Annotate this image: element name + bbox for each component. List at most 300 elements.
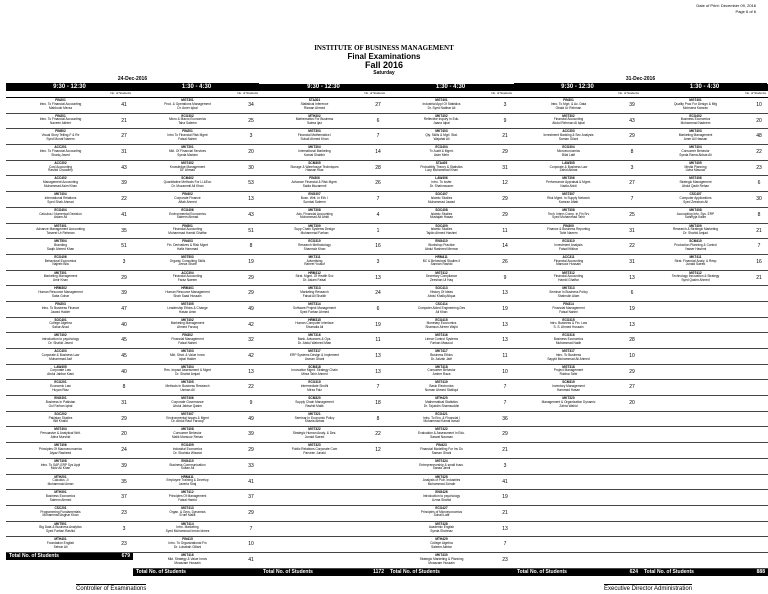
student-count: 41 bbox=[121, 211, 127, 218]
institute-name: INSTITUTE OF BUSINESS MANAGEMENT bbox=[314, 44, 454, 52]
course-cell bbox=[260, 427, 369, 442]
student-count: 27 bbox=[629, 180, 635, 187]
course-cell bbox=[133, 459, 242, 474]
exam-row bbox=[641, 286, 768, 302]
course-title: Corporate Law bbox=[50, 368, 71, 373]
student-count bbox=[623, 459, 641, 474]
exam-row bbox=[133, 271, 260, 287]
exam-row bbox=[514, 208, 641, 224]
course-cell bbox=[514, 412, 623, 427]
course-title: Intro. To Financial Accounting bbox=[39, 101, 82, 106]
exam-row bbox=[6, 459, 133, 475]
student-count: 7 bbox=[503, 400, 507, 407]
course-code: CSC414 bbox=[435, 301, 448, 306]
teacher-name: Mustajab Hasan bbox=[429, 215, 454, 220]
course-cell bbox=[133, 522, 242, 537]
course-cell bbox=[641, 365, 750, 380]
time-slot-column bbox=[641, 84, 768, 576]
exam-row bbox=[6, 506, 133, 522]
exam-row bbox=[260, 459, 387, 475]
course-code: MGT406 bbox=[181, 396, 194, 401]
course-code: ECO310 bbox=[562, 239, 575, 244]
student-count: 29 bbox=[121, 274, 127, 281]
course-cell bbox=[641, 490, 750, 505]
course-cell bbox=[641, 286, 750, 301]
course-cell bbox=[387, 412, 496, 427]
course-title: Reflective Inquiry In Edu. bbox=[423, 117, 460, 122]
course-code: MGT428 bbox=[435, 521, 448, 526]
exam-row bbox=[260, 192, 387, 208]
exam-row bbox=[387, 129, 514, 145]
teacher-name: Faisal Nahmi bbox=[178, 340, 197, 345]
exam-row bbox=[514, 239, 641, 255]
course-cell bbox=[260, 459, 369, 474]
teacher-name: Syeda Rama Abbas Ali bbox=[679, 152, 712, 157]
teacher-name: Tajdin Ahmed Hashmi bbox=[426, 231, 457, 236]
exam-row bbox=[133, 239, 260, 255]
course-code: SCM410 bbox=[689, 239, 702, 244]
teacher-name: Yasser Hashmi bbox=[684, 246, 707, 251]
course-code: MKT311 bbox=[308, 254, 321, 259]
course-title: Financial Accounting bbox=[553, 274, 584, 279]
course-cell bbox=[641, 224, 750, 239]
exam-row bbox=[641, 208, 768, 224]
course-cell bbox=[133, 396, 242, 411]
course-title: Mathematical Statistics bbox=[425, 399, 458, 404]
student-count: 13 bbox=[629, 274, 635, 281]
course-title: Monetary Economics bbox=[426, 321, 457, 326]
course-code: HRM401 bbox=[181, 286, 194, 291]
student-count: 47 bbox=[121, 305, 127, 312]
students-count-header: No. of Students bbox=[237, 91, 258, 95]
course-cell bbox=[6, 365, 115, 380]
student-count bbox=[623, 506, 641, 521]
exam-row bbox=[641, 506, 768, 522]
exam-row bbox=[387, 239, 514, 255]
student-count: 33 bbox=[248, 462, 254, 469]
teacher-name: Jawad Haider bbox=[50, 309, 71, 314]
course-title: Marketing Management bbox=[170, 321, 205, 326]
course-cell bbox=[514, 302, 623, 317]
course-code: FIN302 bbox=[182, 333, 193, 338]
exam-row bbox=[514, 224, 641, 240]
course-cell bbox=[260, 490, 369, 505]
teacher-name: Dr. Shahid Amjad bbox=[683, 231, 708, 236]
course-cell bbox=[387, 365, 496, 380]
course-code: MKT301 bbox=[181, 145, 194, 150]
teacher-name: Hasan Amin bbox=[178, 309, 197, 314]
course-title: Adv. Financial Accounting bbox=[296, 211, 333, 216]
course-code: MKT304 bbox=[308, 145, 321, 150]
teacher-name: Sarwat Nauman bbox=[430, 435, 453, 440]
course-title: Management Accounting bbox=[42, 180, 79, 185]
student-count: 36 bbox=[502, 415, 508, 422]
column-header bbox=[260, 91, 387, 98]
course-title: Business Economics bbox=[553, 337, 584, 342]
teacher-name: Jaana Iqbal bbox=[433, 121, 450, 126]
course-code: LAW405 bbox=[54, 364, 67, 369]
course-cell bbox=[133, 192, 242, 207]
course-cell bbox=[6, 129, 115, 144]
total-row bbox=[260, 569, 387, 576]
course-title: Busn. Writ. In Eth. I bbox=[300, 195, 329, 200]
course-title: Financial Accounting bbox=[172, 274, 203, 279]
student-count: 23 bbox=[121, 541, 127, 548]
course-title: Statistical Inference bbox=[300, 101, 329, 106]
course-code: MKT430 bbox=[435, 552, 448, 557]
course-title: Principles Of Macroeconomics bbox=[38, 446, 83, 451]
course-title: Res. Impact Assessment & Mgmt bbox=[164, 368, 211, 373]
student-count: 29 bbox=[629, 368, 635, 375]
exam-row bbox=[133, 380, 260, 396]
course-title: Evaluation & Assessment In Edu. bbox=[418, 431, 465, 436]
day-label: Saturday bbox=[373, 70, 395, 76]
course-cell bbox=[133, 553, 242, 568]
exam-row bbox=[133, 349, 260, 365]
course-code: SOC413 bbox=[435, 286, 448, 291]
student-count bbox=[623, 443, 641, 458]
column-header bbox=[641, 91, 768, 98]
student-count: 23 bbox=[756, 164, 762, 171]
course-cell bbox=[133, 255, 242, 270]
course-code: ENG301 bbox=[54, 396, 67, 401]
exam-row bbox=[6, 380, 133, 396]
exam-row bbox=[514, 537, 641, 553]
teacher-name: Moiz Ali Khan bbox=[50, 466, 71, 471]
course-cell bbox=[133, 239, 242, 254]
total-row bbox=[514, 569, 641, 576]
course-title: Consumer Behavior bbox=[173, 431, 202, 436]
page-number: Page 6 of 6 bbox=[735, 9, 756, 14]
course-cell bbox=[387, 443, 496, 458]
teacher-name: Junaid Saeed bbox=[304, 435, 325, 440]
course-code: MKT313 bbox=[308, 286, 321, 291]
student-count: 24 bbox=[121, 447, 127, 454]
teacher-name: Hamid Ghaffar bbox=[558, 278, 579, 283]
course-code: ECO315 bbox=[562, 317, 575, 322]
exam-row bbox=[514, 396, 641, 412]
exam-row bbox=[260, 271, 387, 287]
course-cell bbox=[514, 208, 623, 223]
teacher-name: Abira Murshid bbox=[50, 435, 71, 440]
course-cell bbox=[387, 114, 496, 129]
course-cell bbox=[260, 145, 369, 160]
course-cell bbox=[133, 380, 242, 395]
course-code: MKT301 bbox=[54, 270, 67, 275]
exam-row bbox=[133, 161, 260, 177]
course-cell bbox=[6, 114, 115, 129]
teacher-name: Nadia Abidi bbox=[560, 184, 577, 189]
exam-row bbox=[133, 224, 260, 240]
director-signature: Executive Director Administration bbox=[604, 586, 693, 592]
course-title: Islamic Studies bbox=[430, 195, 453, 200]
student-count: 9 bbox=[249, 400, 253, 407]
course-cell bbox=[260, 412, 369, 427]
course-code: CSC201 bbox=[54, 505, 67, 510]
teacher-name: Usman Ali bbox=[180, 387, 195, 392]
teacher-name: Uzma Shahid bbox=[431, 497, 452, 502]
course-code: MGT413 bbox=[181, 505, 194, 510]
exam-row bbox=[387, 145, 514, 161]
exam-row bbox=[641, 365, 768, 381]
course-code: MGT303 bbox=[308, 129, 321, 134]
student-count: 10 bbox=[756, 102, 762, 108]
student-count: 39 bbox=[121, 180, 127, 187]
course-code: ECO402 bbox=[689, 113, 702, 118]
course-code: ACC402 bbox=[54, 176, 67, 181]
exam-row bbox=[514, 427, 641, 443]
exam-row bbox=[387, 98, 514, 114]
course-code: MGT404 bbox=[54, 427, 67, 432]
student-count: 4 bbox=[376, 211, 380, 218]
exam-row bbox=[260, 365, 387, 381]
exam-row bbox=[133, 396, 260, 412]
course-cell bbox=[6, 239, 115, 254]
course-title: Basic Electronics bbox=[429, 384, 454, 389]
teacher-name: Abdul Rehman Al Iqbal bbox=[552, 121, 585, 126]
teacher-name: Mirza Tahir Ahmed bbox=[301, 372, 328, 377]
exam-row bbox=[514, 114, 641, 130]
exam-row bbox=[387, 302, 514, 318]
course-code: ECO421 bbox=[435, 411, 448, 416]
student-count bbox=[623, 553, 641, 568]
course-code: MGT503 bbox=[181, 254, 194, 259]
course-code: MGT416 bbox=[435, 333, 448, 338]
course-title: Entrepreneurship & small busn. bbox=[419, 462, 464, 467]
teacher-name: Saba Gohar bbox=[51, 293, 70, 298]
student-count: 31 bbox=[629, 227, 635, 234]
student-count: 3 bbox=[376, 258, 380, 265]
course-title: Big Data & Business Analytics bbox=[39, 525, 82, 530]
course-cell bbox=[387, 537, 496, 552]
student-count: 13 bbox=[375, 368, 381, 375]
course-cell bbox=[514, 192, 623, 207]
teacher-name: Sanaa Jamil bbox=[432, 466, 451, 471]
exam-row bbox=[6, 286, 133, 302]
exam-row bbox=[6, 333, 133, 349]
course-cell bbox=[133, 333, 242, 348]
course-title: Marketing Management bbox=[43, 274, 78, 279]
course-title: Visual Story Telling-F & Re bbox=[41, 133, 80, 138]
teacher-name: Amer Ali Hassan bbox=[683, 136, 708, 141]
student-count: 27 bbox=[375, 102, 381, 108]
exam-row bbox=[6, 271, 133, 287]
course-code: MGT412 bbox=[689, 270, 702, 275]
student-count: 7 bbox=[376, 196, 380, 203]
teacher-name: Sohail Latif bbox=[433, 513, 450, 518]
exam-row bbox=[133, 365, 260, 381]
course-code: MGT412 bbox=[435, 270, 448, 275]
exam-row bbox=[641, 271, 768, 287]
teacher-name: Dr. Muzammil Ali Khan bbox=[171, 184, 204, 189]
course-title: Project Management bbox=[553, 368, 584, 373]
course-cell bbox=[260, 208, 369, 223]
date-header-1: 24-Dec-2016 bbox=[6, 76, 259, 84]
course-cell bbox=[6, 192, 115, 207]
course-title: Industrial Appl Of Statistics bbox=[422, 101, 461, 106]
teacher-name: Syeda Mariam bbox=[177, 152, 198, 157]
teacher-name: Saima Ijaz bbox=[307, 121, 322, 126]
course-title: Strategic Human Analy. & Des. bbox=[292, 431, 337, 436]
teacher-name: Uzba Masood bbox=[685, 168, 706, 173]
student-count: 29 bbox=[248, 447, 254, 454]
course-code: MGT307 bbox=[562, 192, 575, 197]
course-title: Corporate & Business Law bbox=[549, 164, 588, 169]
total-label: Total No. of Students bbox=[136, 568, 186, 575]
student-count: 6 bbox=[630, 290, 634, 297]
course-title: Programming Fundamentals bbox=[40, 509, 81, 514]
course-cell bbox=[514, 255, 623, 270]
exam-row bbox=[133, 537, 260, 553]
teacher-name: Syed Qasim Ahmed bbox=[681, 278, 710, 283]
student-count: 41 bbox=[248, 556, 254, 563]
student-count: 39 bbox=[248, 431, 254, 438]
course-cell bbox=[387, 318, 496, 333]
course-cell bbox=[260, 506, 369, 521]
student-count bbox=[369, 537, 387, 552]
course-title: Branding bbox=[54, 242, 67, 247]
course-title: Investment Banking & Sec Analysis bbox=[543, 133, 594, 138]
teacher-name: Muhammad Farhan bbox=[300, 231, 329, 236]
course-cell bbox=[641, 255, 750, 270]
course-title: Tech. Intern Comp. In Fin Srv bbox=[547, 211, 590, 216]
total-row bbox=[387, 569, 514, 576]
exam-row bbox=[260, 98, 387, 114]
course-code: ENG410 bbox=[181, 458, 194, 463]
course-title: Financial Modelling For Inv Dc bbox=[420, 446, 463, 451]
exam-row bbox=[514, 161, 641, 177]
course-title: Secretary Compliance bbox=[425, 274, 458, 279]
course-title: Media Planning bbox=[684, 164, 707, 169]
exam-row bbox=[641, 129, 768, 145]
exam-row bbox=[6, 161, 133, 177]
course-code: ECO302 bbox=[181, 113, 194, 118]
course-code: SOC409 bbox=[435, 223, 448, 228]
student-count: 8 bbox=[630, 149, 634, 156]
course-title: Human Resource Management bbox=[38, 290, 83, 295]
course-title: Intro. To Business Finance bbox=[41, 305, 80, 310]
student-count: 25 bbox=[248, 117, 254, 124]
course-title: Supply Chain Management bbox=[295, 399, 334, 404]
time-slot-header: 9:30 - 12:30 bbox=[514, 84, 641, 91]
exam-row bbox=[514, 365, 641, 381]
teacher-name: Syed Farhan Ahmed bbox=[299, 309, 330, 314]
student-count: 28 bbox=[629, 337, 635, 344]
exam-row bbox=[133, 522, 260, 538]
exam-row bbox=[514, 302, 641, 318]
teacher-name: Rashid Chaudhry bbox=[48, 168, 73, 173]
exam-row bbox=[260, 553, 387, 569]
student-count: 42 bbox=[248, 353, 254, 359]
course-cell bbox=[6, 380, 115, 395]
course-code: MKT412 bbox=[181, 490, 194, 495]
course-title: Strat. Mgmt. Of Health Svc bbox=[295, 274, 334, 279]
time-slot-column bbox=[514, 84, 641, 576]
exam-row bbox=[641, 333, 768, 349]
student-count: 29 bbox=[248, 274, 254, 281]
exam-row bbox=[514, 145, 641, 161]
course-code: ACC403 bbox=[54, 349, 67, 353]
course-code: LAW406 bbox=[435, 176, 448, 181]
teacher-name: Sahmyja Kalim bbox=[684, 215, 707, 220]
course-cell bbox=[387, 255, 496, 270]
course-code: MGT422 bbox=[435, 427, 448, 432]
course-title: Economic Law bbox=[50, 384, 71, 389]
student-count: 11 bbox=[375, 337, 381, 344]
course-cell bbox=[387, 239, 496, 254]
teacher-name: Muhammad Asim Khan bbox=[44, 184, 77, 189]
course-code: MKT308 bbox=[562, 207, 575, 212]
course-cell bbox=[514, 380, 623, 395]
student-count: 13 bbox=[375, 274, 381, 281]
course-title: Microeconomics bbox=[556, 148, 581, 153]
student-count bbox=[369, 506, 387, 521]
course-cell bbox=[514, 98, 623, 113]
teacher-name: Huyan Riaz bbox=[52, 387, 69, 392]
teacher-name: Zahid Abbas bbox=[559, 168, 578, 173]
student-count: 19 bbox=[502, 305, 508, 312]
course-cell bbox=[641, 271, 750, 286]
time-slot-header: 9:30 - 12:30 bbox=[6, 84, 133, 91]
course-code: MKT416 bbox=[181, 552, 194, 557]
course-code: MKT404 bbox=[54, 192, 67, 197]
student-count: 13 bbox=[248, 368, 254, 375]
exam-row bbox=[514, 286, 641, 302]
student-count: 13 bbox=[375, 353, 381, 359]
course-title: Intermediate Sindhi bbox=[300, 384, 329, 389]
exam-row bbox=[260, 239, 387, 255]
course-cell bbox=[6, 396, 115, 411]
student-count: 14 bbox=[502, 243, 508, 250]
course-title: Strategic Management bbox=[679, 180, 712, 185]
course-title: Financial Accounting bbox=[553, 258, 584, 263]
course-title: Intro. To SAP-ERP Sys Appl bbox=[40, 462, 81, 467]
exam-row bbox=[641, 239, 768, 255]
course-cell bbox=[387, 475, 496, 490]
exam-row bbox=[6, 129, 133, 145]
course-code: HRM315 bbox=[308, 317, 321, 322]
student-count: 30 bbox=[756, 196, 762, 203]
course-cell bbox=[260, 224, 369, 239]
student-count bbox=[623, 427, 641, 442]
course-code: MKT309 bbox=[308, 223, 321, 228]
exam-row bbox=[260, 208, 387, 224]
course-cell bbox=[641, 553, 750, 568]
course-title: Management & Organization Dynamic bbox=[541, 399, 596, 404]
column-header bbox=[514, 91, 641, 98]
course-cell bbox=[514, 396, 623, 411]
course-cell bbox=[6, 522, 115, 537]
teacher-name: Hammad Hasan bbox=[556, 387, 581, 392]
course-code: MKT403 bbox=[181, 349, 194, 353]
course-cell bbox=[641, 129, 750, 144]
exam-row bbox=[387, 349, 514, 365]
student-count: 39 bbox=[121, 462, 127, 469]
students-count-header: No. of Students bbox=[491, 91, 512, 95]
student-count bbox=[369, 553, 387, 568]
teacher-name: Dr. Tajuddin Shamsuddin bbox=[423, 403, 460, 408]
course-code: MGT405 bbox=[181, 301, 194, 306]
course-cell bbox=[260, 365, 369, 380]
course-title: Fin. Derivatives & Risk Mgmt bbox=[167, 242, 208, 247]
course-cell bbox=[641, 380, 750, 395]
teacher-name: Hafiz Hammad bbox=[176, 246, 199, 251]
teacher-name: Aiyaz Rasheed bbox=[49, 450, 72, 455]
course-title: Marketing Management bbox=[678, 133, 713, 138]
course-code: MGT318 bbox=[562, 364, 575, 369]
course-cell bbox=[260, 475, 369, 490]
exam-row bbox=[6, 396, 133, 412]
